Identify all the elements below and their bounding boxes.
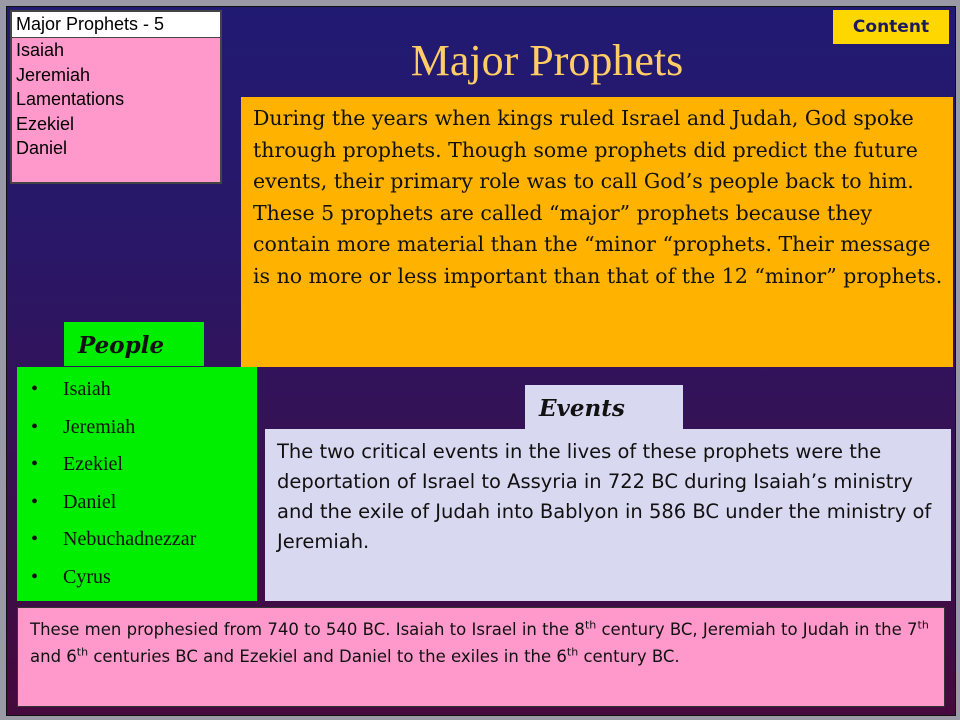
list-item bbox=[17, 376, 257, 414]
bullet-icon: • bbox=[31, 490, 39, 513]
list-item bbox=[17, 526, 257, 564]
events-heading: Events bbox=[525, 385, 683, 429]
content-link-button[interactable]: Content bbox=[833, 10, 949, 44]
dates-text-1: These men prophesied from 740 to 540 BC. Isaiah to Israel in the 8 bbox=[30, 620, 585, 639]
person-name: Jeremiah bbox=[63, 415, 136, 438]
person-name: Ezekiel bbox=[63, 453, 123, 475]
bullet-icon: • bbox=[31, 378, 39, 400]
person-name: Cyrus bbox=[63, 565, 111, 588]
toc-title: Major Prophets - 5 bbox=[12, 12, 220, 38]
dates-text-5: century BC. bbox=[578, 647, 680, 666]
page-title: Major Prophets bbox=[410, 36, 684, 85]
ordinal-suffix: th bbox=[566, 645, 579, 659]
toc-item-daniel[interactable]: Daniel bbox=[16, 138, 68, 158]
table-of-contents bbox=[10, 10, 222, 184]
toc-item-jeremiah[interactable]: Jeremiah bbox=[16, 64, 91, 85]
bullet-icon: • bbox=[31, 528, 39, 550]
list-item bbox=[17, 564, 257, 602]
dates-text-3: and 6 bbox=[30, 647, 77, 666]
people-list-panel bbox=[17, 367, 257, 601]
ordinal-suffix: th bbox=[584, 618, 597, 632]
toc-item-ezekiel[interactable]: Ezekiel bbox=[16, 113, 75, 134]
ordinal-suffix: th bbox=[917, 618, 929, 632]
toc-item-isaiah[interactable]: Isaiah bbox=[16, 40, 65, 60]
list-item bbox=[17, 451, 257, 489]
dates-text-4: centuries BC and Ezekiel and Daniel to the exiles in the 6 bbox=[88, 647, 567, 666]
people-list bbox=[17, 367, 257, 601]
slide bbox=[6, 6, 956, 716]
people-heading: People bbox=[64, 322, 204, 366]
dates-paragraph bbox=[17, 607, 945, 707]
person-name: Nebuchadnezzar bbox=[63, 528, 197, 550]
list-item bbox=[17, 414, 257, 452]
list-item bbox=[17, 489, 257, 527]
bullet-icon: • bbox=[31, 453, 39, 475]
intro-paragraph: During the years when kings ruled Israel and Judah, God spoke through prophets. Though some prophets did predict the future events, their primary role was to call God’s people back to him. These 5 prophets are called “major” prophets because they contain more material than the “minor “prophets. Their message is no more or less important than that of the 12 “minor” prophets. bbox=[241, 97, 953, 367]
dates-text-2: century BC, Jeremiah to Judah in the 7 bbox=[596, 620, 918, 639]
person-name: Isaiah bbox=[63, 378, 111, 400]
toc-list bbox=[12, 38, 220, 161]
ordinal-suffix: th bbox=[76, 645, 89, 659]
person-name: Daniel bbox=[63, 490, 117, 513]
toc-item-lamentations[interactable]: Lamentations bbox=[16, 89, 125, 109]
bullet-icon: • bbox=[31, 415, 39, 438]
events-paragraph: The two critical events in the lives of these prophets were the deportation of Israel to Assyria in 722 BC during Isaiah’s ministry and the exile of Judah into Bablyon in 586 BC under the ministry of Jeremiah. bbox=[265, 429, 951, 601]
bullet-icon: • bbox=[31, 565, 39, 588]
